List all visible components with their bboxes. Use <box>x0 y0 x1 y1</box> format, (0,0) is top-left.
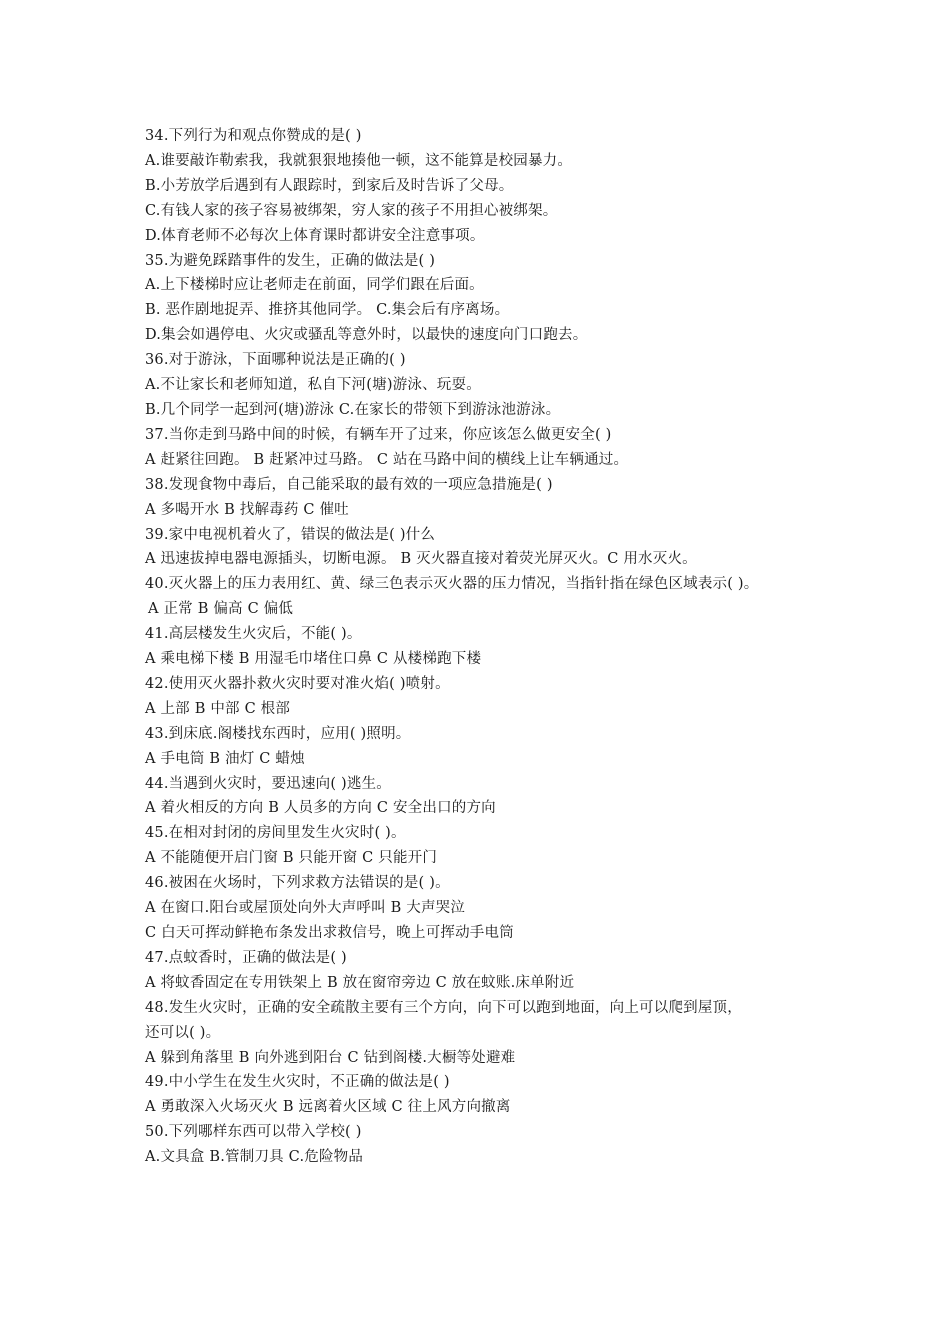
question-37: 37.当你走到马路中间的时候，有辆车开了过来，你应该怎么做更安全( ) <box>145 426 612 443</box>
question-34: 34.下列行为和观点你赞成的是( ) <box>145 128 362 144</box>
option-text: A 勇敢深入火场灭火 B 远离着火区域 C 往上风方向撤离 <box>145 1099 511 1116</box>
option-text: B.小芳放学后遇到有人跟踪时，到家后及时告诉了父母。 <box>145 177 514 194</box>
option-text: A 着火相反的方向 B 人员多的方向 C 安全出口的方向 <box>145 800 496 817</box>
option-text: A 上部 B 中部 C 根部 <box>145 700 291 717</box>
question-40: 40.灭火器上的压力表用红、黄、绿三色表示灭火器的压力情况，当指针指在绿色区域表示( )。 <box>145 576 759 593</box>
option-text: A 迅速拔掉电器电源插头，切断电源。 B 灭火器直接对着荧光屏灭火。C 用水灭火。 <box>145 551 697 568</box>
question-48-continued: 还可以( )。 <box>145 1024 221 1041</box>
question-44: 44.当遇到火灾时，要迅速向( )逃生。 <box>145 775 391 792</box>
option-text: A 在窗口.阳台或屋顶处向外大声呼叫 B 大声哭泣 <box>145 900 466 917</box>
option-text: A 不能随便开启门窗 B 只能开窗 C 只能开门 <box>145 850 438 867</box>
option-text: A 赶紧往回跑。 B 赶紧冲过马路。 C 站在马路中间的横线上让车辆通过。 <box>145 451 629 468</box>
option-text: B.几个同学一起到河(塘)游泳 C.在家长的带领下到游泳池游泳。 <box>145 401 561 418</box>
option-text: A 躲到角落里 B 向外逃到阳台 C 钻到阁楼.大橱等处避难 <box>145 1049 516 1066</box>
option-text: A 手电筒 B 油灯 C 蜡烛 <box>145 750 305 767</box>
question-41: 41.高层楼发生火灾后，不能( )。 <box>145 626 362 643</box>
option-text: A 多喝开水 B 找解毒药 C 催吐 <box>145 501 349 518</box>
option-text: C.有钱人家的孩子容易被绑架，穷人家的孩子不用担心被绑架。 <box>145 202 558 219</box>
question-42: 42.使用灭火器扑救火灾时要对准火焰( )喷射。 <box>145 675 450 692</box>
question-50: 50.下列哪样东西可以带入学校( ) <box>145 1124 362 1141</box>
question-47: 47.点蚊香时，正确的做法是( ) <box>145 949 347 966</box>
option-text: C 白天可挥动鲜艳布条发出求救信号，晚上可挥动手电筒 <box>145 925 514 941</box>
option-text: A.文具盒 B.管制刀具 C.危险物品 <box>145 1149 364 1166</box>
question-45: 45.在相对封闭的房间里发生火灾时( )。 <box>145 825 406 842</box>
option-text: B. 恶作剧地捉弄、推挤其他同学。 C.集会后有序离场。 <box>145 302 510 319</box>
question-39: 39.家中电视机着火了，错误的做法是( )什么 <box>145 526 436 543</box>
option-text: A.不让家长和老师知道，私自下河(塘)游泳、玩耍。 <box>145 377 481 394</box>
question-38: 38.发现食物中毒后，自己能采取的最有效的一项应急措施是( ) <box>145 476 553 493</box>
option-text: D.集会如遇停电、火灾或骚乱等意外时，以最快的速度向门口跑去。 <box>145 327 588 344</box>
option-text: A.上下楼梯时应让老师走在前面，同学们跟在后面。 <box>145 277 484 294</box>
option-text: D.体育老师不必每次上体育课时都讲安全注意事项。 <box>145 227 485 244</box>
option-text: A 乘电梯下楼 B 用湿毛巾堵住口鼻 C 从楼梯跑下楼 <box>145 651 482 668</box>
question-36: 36.对于游泳，下面哪种说法是正确的( ) <box>145 352 406 369</box>
question-48: 48.发生火灾时，正确的安全疏散主要有三个方向，向下可以跑到地面，向上可以爬到屋顶， <box>145 999 742 1016</box>
question-list <box>145 124 825 1170</box>
question-43: 43.到床底.阁楼找东西时，应用( )照明。 <box>145 725 411 742</box>
question-46: 46.被困在火场时，下列求救方法错误的是( )。 <box>145 875 450 892</box>
question-35: 35.为避免踩踏事件的发生，正确的做法是( ) <box>145 252 436 269</box>
option-text: A.谁要敲诈勒索我，我就狠狠地揍他一顿，这不能算是校园暴力。 <box>145 152 573 169</box>
question-49: 49.中小学生在发生火灾时，不正确的做法是( ) <box>145 1074 450 1091</box>
option-text: A 将蚊香固定在专用铁架上 B 放在窗帘旁边 C 放在蚊账.床单附近 <box>145 974 575 991</box>
option-text: A 正常 B 偏高 C 偏低 <box>148 601 294 618</box>
